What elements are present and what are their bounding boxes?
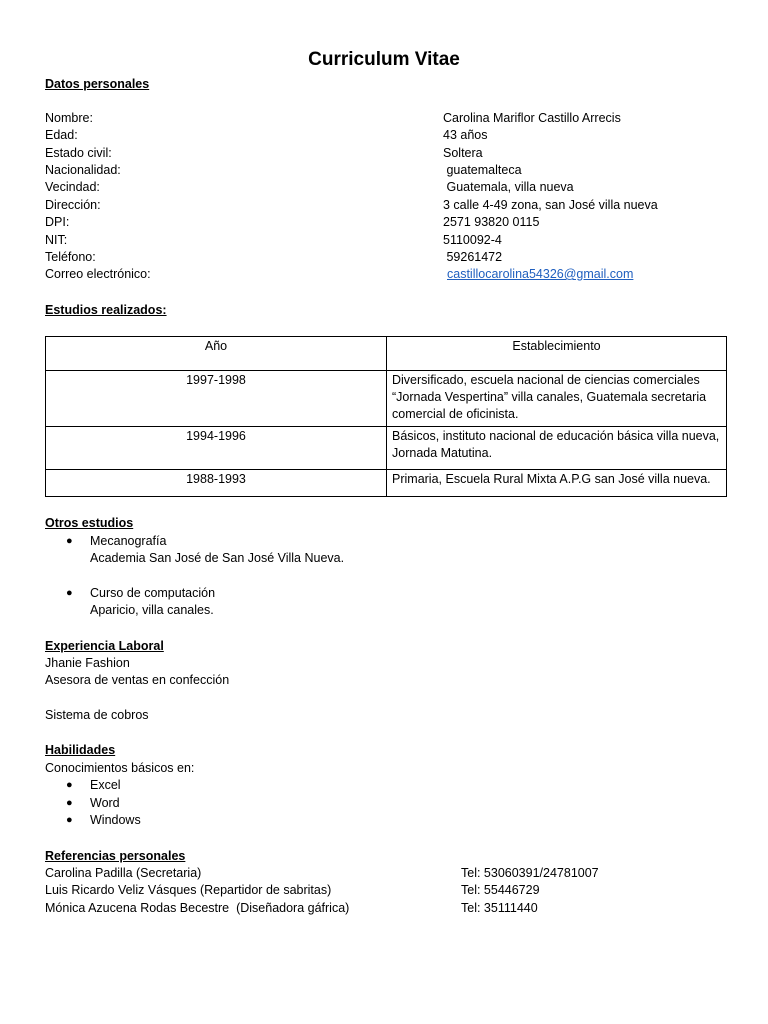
field-value-phone: 59261472 (443, 250, 503, 264)
field-value-dpi: 2571 93820 0115 (443, 215, 540, 229)
document-title: Curriculum Vitae (308, 49, 460, 70)
bullet-icon: ● (66, 535, 73, 547)
other-study-title: Curso de computación (90, 586, 216, 600)
reference-name: Mónica Azucena Rodas Becestre (Diseñadora gáfrica) (45, 901, 350, 915)
reference-phone: Tel: 35111440 (461, 901, 538, 915)
field-label-nit: NIT: (45, 233, 68, 247)
skill-item: Word (90, 796, 120, 810)
column-header-establishment: Establecimiento (387, 337, 727, 371)
field-label-address: Dirección: (45, 198, 101, 212)
other-study-title: Mecanografía (90, 534, 167, 548)
studies-heading: Estudios realizados: (45, 303, 167, 317)
field-label-nationality: Nacionalidad: (45, 163, 121, 177)
references-heading: Referencias personales (45, 849, 186, 863)
reference-phone: Tel: 53060391/24781007 (461, 866, 599, 880)
field-value-age: 43 años (443, 128, 488, 142)
email-link[interactable]: castillocarolina54326@gmail.com (447, 267, 634, 281)
other-studies-heading: Otros estudios (45, 516, 134, 530)
field-value-nationality: guatemalteca (443, 163, 522, 177)
skills-heading: Habilidades (45, 743, 116, 757)
field-value-civil-status: Soltera (443, 146, 483, 160)
table-row (46, 470, 727, 497)
study-place: Primaria, Escuela Rural Mixta A.P.G san José villa nueva. (387, 470, 727, 497)
study-year: 1997-1998 (46, 371, 387, 427)
work-role: Asesora de ventas en confección (45, 673, 230, 687)
study-year: 1994-1996 (46, 427, 387, 470)
reference-phone: Tel: 55446729 (461, 883, 540, 897)
bullet-icon: ● (66, 587, 73, 599)
field-label-age: Edad: (45, 128, 78, 142)
reference-name: Carolina Padilla (Secretaria) (45, 866, 202, 880)
field-value-address: 3 calle 4-49 zona, san José villa nueva (443, 198, 658, 212)
field-value-name: Carolina Mariflor Castillo Arrecis (443, 111, 621, 125)
other-study-detail: Academia San José de San José Villa Nueva. (90, 551, 345, 565)
bullet-icon: ● (66, 814, 73, 826)
field-label-name: Nombre: (45, 111, 93, 125)
table-header-row (46, 337, 727, 371)
personal-heading: Datos personales (45, 77, 150, 91)
work-employer: Jhanie Fashion (45, 656, 130, 670)
other-study-detail: Aparicio, villa canales. (90, 603, 214, 617)
field-label-civil-status: Estado civil: (45, 146, 112, 160)
column-header-year: Año (46, 337, 387, 371)
skills-intro: Conocimientos básicos en: (45, 761, 195, 775)
field-label-dpi: DPI: (45, 215, 70, 229)
bullet-icon: ● (66, 779, 73, 791)
skill-item: Excel (90, 778, 121, 792)
studies-table (45, 336, 727, 497)
table-row (46, 371, 727, 427)
table-row (46, 427, 727, 470)
work-extra: Sistema de cobros (45, 708, 149, 722)
bullet-icon: ● (66, 797, 73, 809)
skill-item: Windows (90, 813, 141, 827)
study-place: Diversificado, escuela nacional de ciencias comerciales “Jornada Vespertina” villa canales, Guatemala secretaria comercial de oficinista. (387, 371, 727, 427)
field-value-nit: 5110092-4 (443, 233, 502, 247)
field-value-residence: Guatemala, villa nueva (443, 180, 574, 194)
reference-name: Luis Ricardo Veliz Vásques (Repartidor de sabritas) (45, 883, 332, 897)
work-heading: Experiencia Laboral (45, 639, 164, 653)
field-label-phone: Teléfono: (45, 250, 96, 264)
field-label-email: Correo electrónico: (45, 267, 151, 281)
study-place: Básicos, instituto nacional de educación básica villa nueva, Jornada Matutina. (387, 427, 727, 470)
field-label-residence: Vecindad: (45, 180, 100, 194)
study-year: 1988-1993 (46, 470, 387, 497)
